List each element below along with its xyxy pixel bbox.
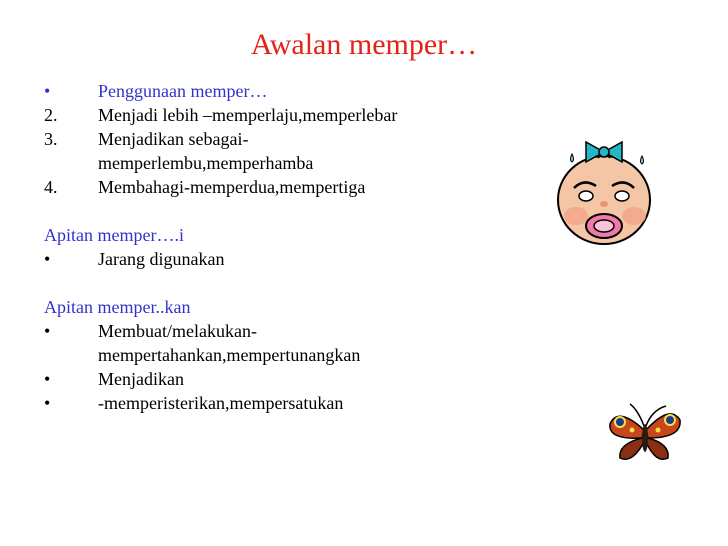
list-item <box>44 319 564 367</box>
list-text <box>98 127 564 175</box>
list-text <box>98 319 564 367</box>
intro-text: Penggunaan memper… <box>98 81 268 101</box>
list-text: -memperisterikan,mempersatukan <box>98 393 344 413</box>
list-number: 4. <box>44 177 58 197</box>
list-item <box>44 103 564 127</box>
slide-body <box>44 79 564 415</box>
list-line: memperlembu,memperhamba <box>98 153 314 173</box>
list-item <box>44 367 564 391</box>
list-number: 3. <box>44 129 58 149</box>
list-item-intro <box>44 79 564 103</box>
list-line: Membuat/melakukan- <box>98 321 257 341</box>
list-line: Membahagi-memperdua,mempertiga <box>98 177 366 197</box>
list-line: mempertahankan,mempertunangkan <box>98 345 361 365</box>
butterfly-icon <box>604 400 684 466</box>
slide-title: Awalan memper… <box>250 28 478 61</box>
list-number: 2. <box>44 105 58 125</box>
list-text <box>98 175 564 199</box>
section-heading-kan: Apitan memper..kan <box>44 297 191 317</box>
bullet-marker: • <box>44 81 51 101</box>
list-text <box>98 103 564 127</box>
list-line: Menjadikan sebagai- <box>98 129 249 149</box>
bullet-marker: • <box>44 249 51 269</box>
list-text: Menjadikan <box>98 369 184 389</box>
section-heading-i: Apitan memper….i <box>44 225 184 245</box>
list-item <box>44 391 564 415</box>
crying-baby-icon <box>552 136 662 248</box>
list-text: Jarang digunakan <box>98 249 225 269</box>
list-line: Menjadi lebih –memperlaju,memperlebar <box>98 105 398 125</box>
list-item <box>44 127 564 175</box>
bullet-marker: • <box>44 369 51 389</box>
bullet-marker: • <box>44 393 51 413</box>
list-item <box>44 247 564 271</box>
list-item <box>44 175 564 199</box>
bullet-marker: • <box>44 321 51 341</box>
